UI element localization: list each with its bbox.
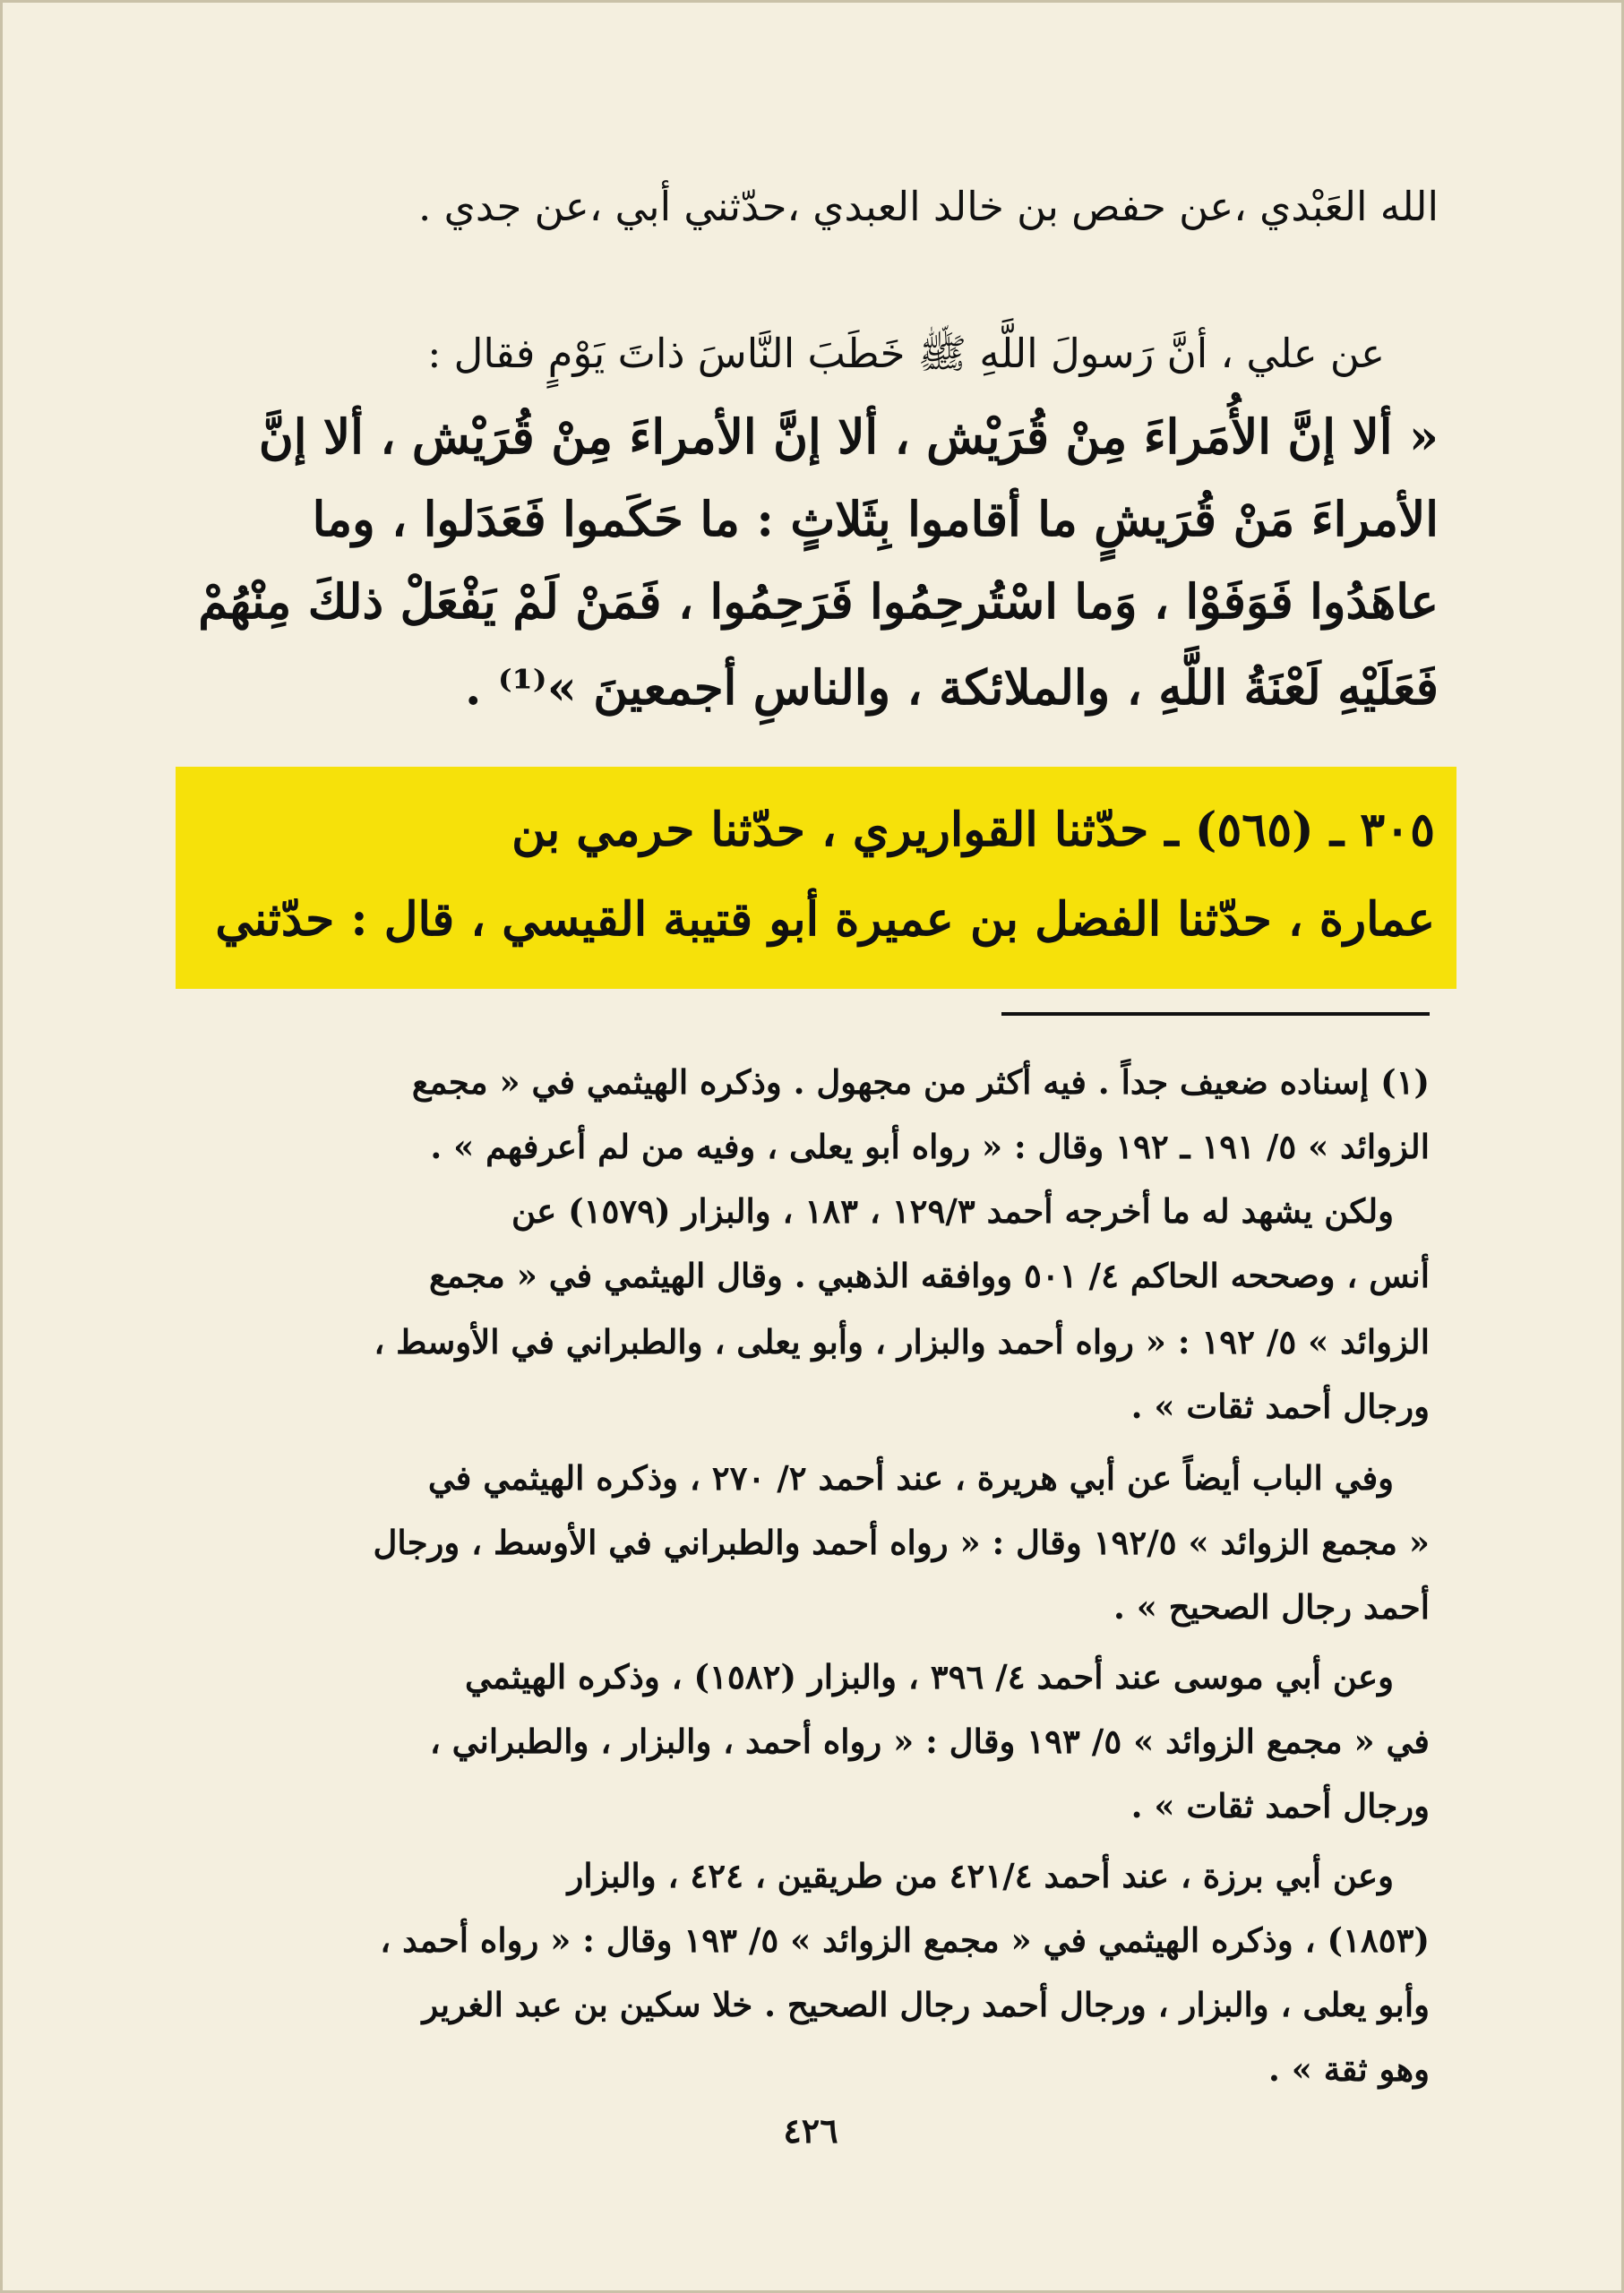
main-line: عاهَدُوا فَوَفَوْا ، وَما اسْتُرحِمُوا فَرَحِمُوا ، فَمَنْ لَمْ يَفْعَلْ ذلكَ مِنْهُمْ: [198, 574, 1439, 630]
footnote-line: الزوائد » ٥/ ١٩٢ : « رواه أحمد والبزار ، وأبو يعلى ، والطبراني في الأوسط ،: [374, 1322, 1430, 1361]
footnote-line: ورجال أحمد ثقات » .: [1130, 1387, 1430, 1426]
highlighted-hadith-header: [176, 767, 1456, 989]
footnote-divider: [1001, 1012, 1430, 1016]
footnote-line: « مجمع الزوائد » ١٩٢/٥ وقال : « رواه أحمد والطبراني في الأوسط ، ورجال: [373, 1523, 1430, 1562]
footnote-line: ولكن يشهد له ما أخرجه أحمد ١٢٩/٣ ، ١٨٣ ، والبزار (١٥٧٩) عن: [511, 1191, 1394, 1231]
footnote-line: وعن أبي برزة ، عند أحمد ٤٢١/٤ من طريقين ، ٤٢٤ ، والبزار: [567, 1856, 1394, 1895]
main-line: عن علي ، أنَّ رَسولَ اللَّهِ ﷺ خَطَبَ النَّاسَ ذاتَ يَوْمٍ فقال :: [427, 330, 1385, 377]
footnote-line: في « مجمع الزوائد » ٥/ ١٩٣ وقال : « رواه أحمد ، والبزار ، والطبراني ،: [429, 1722, 1430, 1761]
footnote-line: (١٨٥٣) ، وذكره الهيثمي في « مجمع الزوائد » ٥/ ١٩٣ وقال : « رواه أحمد ،: [380, 1920, 1430, 1960]
main-line: الأمراءَ مَنْ قُرَيشٍ ما أقاموا بِثَلاثٍ : ما حَكَموا فَعَدَلوا ، وما: [312, 492, 1439, 547]
footnote-line: (١) إسناده ضعيف جداً . فيه أكثر من مجهول . وذكره الهيثمي في « مجمع: [411, 1062, 1430, 1102]
footnote-line: أحمد رجال الصحيح » .: [1113, 1587, 1430, 1627]
highlight-line: عمارة ، حدّثنا الفضل بن عميرة أبو قتيبة القيسي ، قال : حدّثني: [215, 892, 1435, 947]
main-line: فَعَلَيْهِ لَعْنَةُ اللَّهِ ، والملائكة ، والناسِ أجمعينَ »⁽¹⁾ .: [465, 660, 1439, 716]
main-line: « ألا إنَّ الأُمَراءَ مِنْ قُرَيْش ، ألا إنَّ الأمراءَ مِنْ قُرَيْش ، ألا إنَّ: [258, 409, 1439, 465]
footnote-line: الزوائد » ٥/ ١٩١ ـ ١٩٢ وقال : « رواه أبو يعلى ، وفيه من لم أعرفهم » .: [430, 1127, 1430, 1166]
page-number: ٤٢٦: [783, 2110, 838, 2151]
highlight-line: ٣٠٥ ـ (٥٦٥) ـ حدّثنا القواريري ، حدّثنا حرمي بن: [511, 803, 1435, 857]
main-line: الله العَبْدي ،عن حفص بن خالد العبدي ،حدّثني أبي ،عن جدي .: [418, 183, 1439, 230]
footnote-line: وهو ثقة » .: [1268, 2049, 1430, 2089]
footnote-line: وفي الباب أيضاً عن أبي هريرة ، عند أحمد ٢/ ٢٧٠ ، وذكره الهيثمي في: [427, 1458, 1394, 1498]
footnote-line: وأبو يعلى ، والبزار ، ورجال أحمد رجال الصحيح . خلا سكين بن عبد الغرير: [422, 1985, 1430, 2024]
footnote-line: وعن أبي موسى عند أحمد ٤/ ٣٩٦ ، والبزار (١٥٨٢) ، وذكره الهيثمي: [464, 1657, 1394, 1696]
footnote-line: ورجال أحمد ثقات » .: [1130, 1786, 1430, 1825]
footnote-line: أنس ، وصححه الحاكم ٤/ ٥٠١ ووافقه الذهبي . وقال الهيثمي في « مجمع: [429, 1256, 1430, 1295]
